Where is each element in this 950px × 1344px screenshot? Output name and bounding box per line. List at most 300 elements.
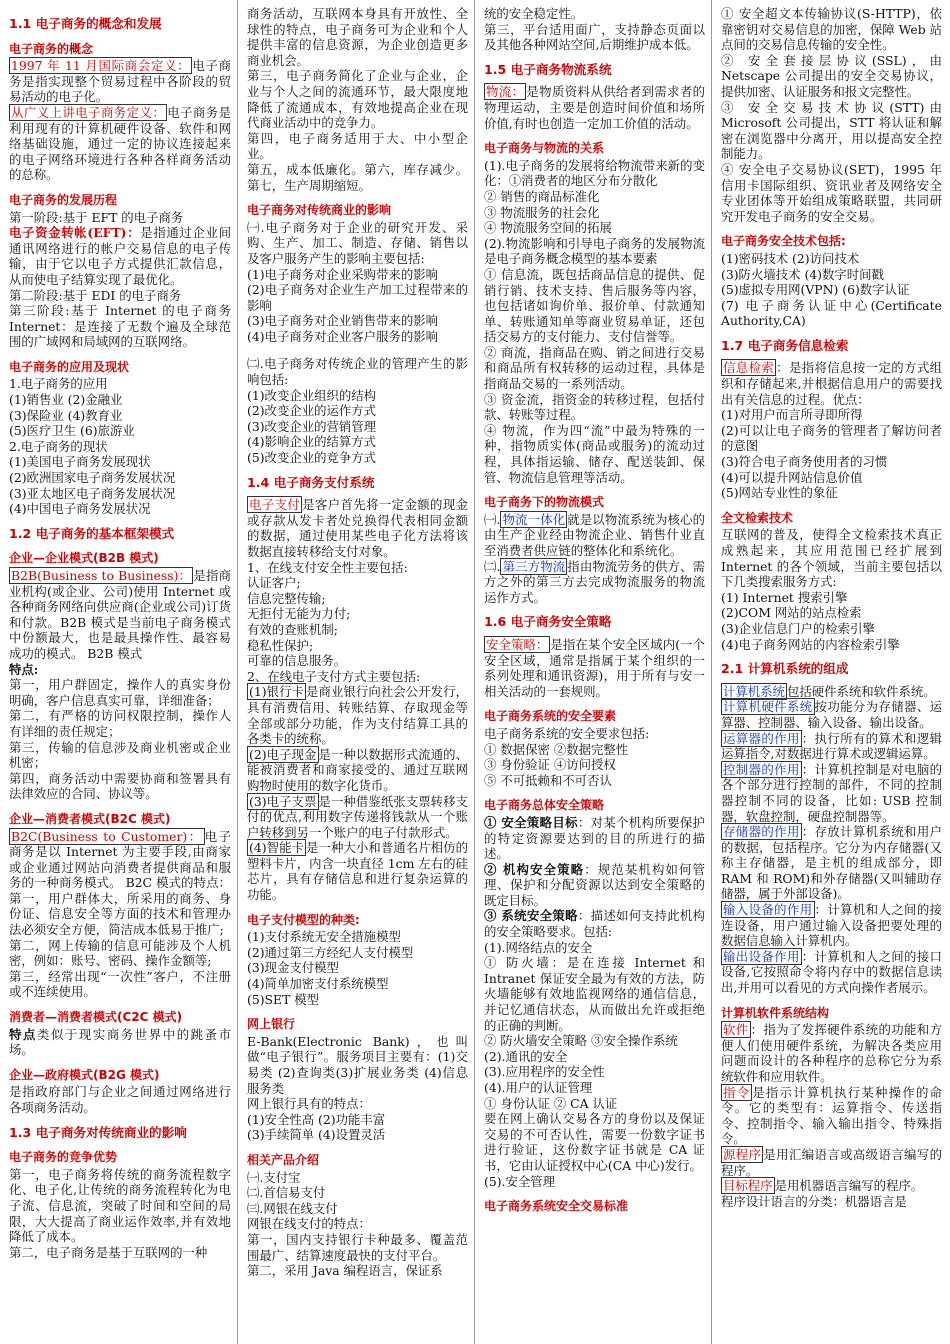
paragraph-text: 1.电子商务的应用: [9, 376, 108, 392]
subsection-heading: 电子商务的发展历程: [9, 192, 118, 207]
paragraph: [247, 653, 468, 669]
subsection-heading: 全文检索技术: [721, 510, 794, 525]
paragraph: [247, 560, 468, 576]
paragraph: [484, 6, 705, 22]
paragraph-text: 是指在某个安全区域内(一个安全区域，通常是指属于某个组织的一系列处理和通讯资源)，用于所有与安一相关活动的一套规则。: [484, 636, 705, 699]
paragraph: [721, 267, 942, 283]
paragraph-text: ：计算机和人之间的接连设备，用户通过输入设备把要处理的数据信息输入计算机内。: [721, 902, 943, 949]
paragraph: [721, 902, 942, 949]
paragraph: [721, 605, 942, 621]
paragraph: [247, 840, 468, 902]
paragraph: [721, 485, 942, 501]
paragraph: [721, 949, 942, 996]
paragraph-text: 第二，电子商务是基于互联网的一种: [9, 1244, 208, 1260]
paragraph: [484, 908, 705, 939]
term-highlight-blue: 输入设备的作用: [723, 902, 813, 918]
column-2: [237, 0, 474, 1344]
paragraph: [9, 225, 231, 287]
paragraph: [9, 423, 231, 439]
paragraph-text: ② 防火墙安全策略 ③安全操作系统: [484, 1033, 678, 1049]
bold-term: 特点: [9, 1026, 37, 1042]
paragraph: [484, 1064, 705, 1080]
paragraph: [247, 669, 468, 685]
paragraph: [247, 388, 468, 404]
paragraph-text: (2)通过第三方经纪人支付模型: [247, 944, 414, 960]
paragraph-text: (1)安全性高 (2)功能丰富: [247, 1111, 386, 1127]
paragraph-text: 第二阶段:基于 EDI 的电子商务: [9, 287, 182, 303]
paragraph: [247, 1201, 468, 1217]
paragraph-text: 第二，采用 Java 编程语言，保证系: [247, 1263, 443, 1279]
paragraph-text: 可靠的信息服务。: [247, 653, 347, 669]
paragraph: [721, 298, 942, 329]
paragraph-text: ：是指将信息按一定的方式组织和存储起来,并根据信息用户的需要找出有关信息的过程。优点：: [721, 360, 943, 407]
subsection-heading: 企业—政府模式(B2G 模式): [9, 1067, 160, 1082]
paragraph-text: 电子商务是以 Internet 为主要手段,由商家或企业通过网站向消费者提供商品和服务的一种商务模式。 B2C 模式的特点：第一，用户群体大，所采用的商务、身份证、信息安全等方面的技术和管理办法必须安全方便，简洁成本低易于推广;: [9, 828, 232, 938]
paragraph-text: ④ 物流服务空间的拓展: [484, 220, 612, 236]
paragraph: [721, 53, 942, 100]
term-highlight: B2C(Business to Customer)：: [11, 828, 203, 844]
paragraph-text: 电子商务是指实现整个贸易过程中各阶段的贸易活动的电子化。: [9, 58, 232, 105]
term-highlight: 安全策略：: [486, 636, 549, 652]
bold-term: ② 机构安全策略: [484, 861, 585, 877]
paragraph-text: (5)虚拟专用网(VPN) (6)数字认证: [721, 282, 910, 298]
paragraph-text: ㈠.支付宝: [247, 1169, 301, 1185]
paragraph: [721, 100, 942, 162]
paragraph: [247, 497, 468, 559]
paragraph: [247, 747, 468, 794]
paragraph-text: ⑤ 不可抵赖和不可否认: [484, 772, 612, 788]
paragraph: [484, 773, 705, 789]
paragraph-text: E-Bank(Electronic Bank)，也叫做“电子银行”。服务项目主要有：(1)交易类 (2)查询类(3)扩展业务类 (4)信息服务类: [247, 1033, 468, 1096]
term-highlight: 软件: [723, 1022, 749, 1038]
paragraph: [484, 1080, 705, 1096]
subsection-heading: 企业—企业模式(B2B 模式): [9, 551, 159, 566]
paragraph-text: (1)销售业 (2)金融业: [9, 392, 123, 408]
term-highlight: 源程序: [723, 1146, 762, 1162]
paragraph: [9, 408, 231, 424]
column-4: [711, 0, 948, 1344]
paragraph: [721, 1178, 942, 1194]
paragraph-text: 是客户首先将一定金额的现金或存款从发卡者处兑换得代表相同金额的数据，通过使用某些电子化方法将该数据直接转移给支付对象。: [247, 497, 469, 559]
paragraph-text: 第一，国内支持银行卡种最多、覆盖范围最广、结算速度最快的支付平台。: [247, 1231, 468, 1263]
bold-term: ③ 系统安全策略: [484, 908, 578, 924]
term-highlight-blue: 第三方物流: [502, 558, 566, 574]
paragraph: [247, 960, 468, 976]
term-box: (2)电子现金: [249, 746, 317, 762]
paragraph: [484, 1033, 705, 1049]
paragraph: [9, 105, 231, 183]
paragraph: [721, 470, 942, 486]
section-heading: 2.1 计算机系统的组成: [721, 661, 849, 677]
paragraph: [484, 267, 705, 345]
paragraph-text: (2)COM 网站的站点检索: [721, 605, 862, 621]
paragraph: [484, 84, 705, 131]
term-highlight-blue: 控制器的作用: [723, 761, 800, 777]
paragraph-text: ① 身份认证 ② CA 认证: [484, 1095, 618, 1111]
paragraph-text: (3)防火墙技术 (4)数字时间戳: [721, 266, 884, 282]
paragraph: [484, 1174, 705, 1190]
paragraph: [721, 1147, 942, 1178]
paragraph-text: 包括硬件系统和软件系统。: [786, 683, 936, 699]
paragraph: [9, 454, 231, 470]
paragraph-text: (3)符合电子商务使用者的习惯: [721, 454, 888, 470]
section-heading: 1.7 电子商务信息检索: [721, 337, 849, 353]
paragraph-text: ：存放计算机系统和用户的数据，包括程序。它分为内存储器(又称主存储器，是主机的组成部分，即 RAM 和 ROM)和外存储器(又叫辅助存储器，属于外部设备)。: [721, 824, 943, 902]
paragraph-text: 1、在线支付安全性主要包括:: [247, 559, 408, 575]
paragraph-text: 无拒付无能为力付;: [247, 606, 351, 622]
paragraph-text: 第二，网上传输的信息可能涉及个人机密，例如：账号、密码、操作金额等;: [9, 937, 231, 969]
paragraph: [247, 1096, 468, 1112]
paragraph-text: 信息完整传输;: [247, 590, 326, 606]
paragraph: [721, 251, 942, 267]
section-heading: 1.2 电子商务的基本框架模式: [9, 525, 175, 541]
paragraph-text: (1)美国电子商务发展现状: [9, 454, 151, 470]
paragraph: [9, 288, 231, 304]
paragraph-text: ：计算机和人之间的接口设备,它按照命令将内存中的数据信息读出,并用可以看见的方式向操作者展示。: [721, 948, 943, 996]
paragraph: [247, 68, 468, 130]
paragraph: [247, 1185, 468, 1201]
paragraph-text: ③ 安全交易技术协议(STT)由 Microsoft 公司提出，STT 将认证和解密在浏览器中分离开，用以提高安全控制能力。: [721, 99, 942, 162]
paragraph: [484, 1111, 705, 1173]
subsection-heading: 电子支付模型的种类:: [247, 912, 360, 927]
paragraph: [484, 22, 705, 53]
paragraph: [9, 303, 231, 350]
term-highlight-blue: 运算器的作用: [723, 730, 800, 746]
paragraph-text: ① 信息流，既包括商品信息的提供、促销行销、技术支持、售后服务等内容，也包括诸如询价单、报价单、付款通知单、转账通知单等商业贸易单证，还包括交易方的支付能力、支付信誉等。: [484, 266, 705, 345]
paragraph-text: 第三阶段:基于 Internet 的电子商务 Internet：是连接了无数个遍及全球范围的广域网和局域网的互联网络。: [9, 303, 231, 350]
paragraph-text: ② 安全套接层协议(SSL)，由 Netscape 公司提出的安全交易协议，提供加密、认证服务和报文完整性。: [721, 52, 942, 99]
subsection-heading: 电子商务系统的安全要素: [484, 709, 617, 724]
paragraph-text: 是指示计算机执行某种操作的命令。它的类型有：运算指令、传送指令、控制指令、输入输出指令、特殊指令。: [721, 1084, 942, 1147]
paragraph-text: (3)电子商务对企业销售带来的影响: [247, 313, 439, 329]
paragraph-text: (3)亚太地区电子商务发展状况: [9, 485, 176, 501]
subsection-heading: 计算机软件系统结构: [721, 1005, 830, 1020]
paragraph-text: 是一种以数据形式流通的、能被消费者和商家接受的、通过互联网购物时使用的数字化货币。: [247, 746, 469, 793]
paragraph: [247, 131, 468, 162]
paragraph: [247, 1232, 468, 1263]
paragraph-text: 就是以物流系统为核心的由生产企业经由物流企业、销售什业直至消费者供应链的整体化和系统化。: [484, 511, 706, 558]
term-highlight-blue: 存储器的作用: [723, 824, 800, 840]
paragraph: [247, 929, 468, 945]
paragraph-text: 是商业银行向社会公开发行，具有消费信用、转账结算、存取现金等全部或部分功能，作为支付结算工具的各类卡的统称。: [247, 684, 468, 747]
paragraph: [9, 1245, 231, 1261]
paragraph: [721, 162, 942, 224]
paragraph-text: 第一阶段:基于 EFT 的电子商务: [9, 209, 184, 225]
paragraph-text: (7) 电子商务认证中心(Certificate Authority,CA): [721, 297, 942, 329]
paragraph-text: (5)改变企业的竞争方式: [247, 450, 377, 466]
paragraph-text: (1)对用户而言所寻即所得: [721, 407, 863, 423]
paragraph: [484, 205, 705, 221]
paragraph: [721, 360, 942, 407]
term-highlight: 信息检索: [723, 360, 775, 376]
paragraph-text: (5)医疗卫生 (6)旅游业: [9, 423, 135, 439]
subsection-heading: 电子商务的概念: [9, 41, 94, 56]
paragraph-text: 是用汇编语言或高级语言编写的程序。: [721, 1146, 943, 1178]
paragraph: [721, 407, 942, 423]
paragraph-text: 程序设计语言的分类：机器语言是: [721, 1193, 907, 1209]
paragraph-text: 电子商务系统的安全要求包括:: [484, 725, 650, 741]
term-highlight: B2B(Business to Business)：: [11, 568, 192, 583]
paragraph: [484, 1049, 705, 1065]
subsection-heading: 电子商务与物流的关系: [484, 141, 605, 156]
paragraph-text: 是一种借鉴纸张支票转移支付的优点,利用数字传递将钱款从一个账户转移到另一个账户的电子付款形式。: [247, 793, 469, 840]
term-box: (3)电子支票: [249, 793, 317, 809]
paragraph: [247, 591, 468, 607]
paragraph: [721, 282, 942, 298]
paragraph-text: ① 防火墙：是在连接 Internet 和 Intranet 保证安全最为有效的方法，防火墙能够有效地监视网络的通信信息，并记忆通信状态，从而做出允许或拒绝的正确的判断。: [484, 955, 705, 1033]
paragraph: [9, 771, 231, 802]
paragraph: [484, 1096, 705, 1112]
paragraph-text: (4)电子商务网站的内容检索引擎: [721, 636, 900, 652]
term-highlight: 指令: [723, 1084, 751, 1100]
paragraph-text: (1).网络结点的安全: [484, 939, 593, 955]
paragraph-text: ① 数据保密 ②数据完整性: [484, 741, 629, 757]
paragraph-text: (3)手续简单 (4)设置灵活: [247, 1127, 386, 1143]
paragraph: [9, 210, 231, 226]
paragraph: [721, 684, 942, 700]
paragraph-text: 是物质资料从供给者到需求者的物理运动，主要是创造时间价值和场所价值,有时也创造一定加工价值的活动。: [484, 84, 706, 131]
paragraph: [721, 527, 942, 589]
term-box: (4)智能卡: [249, 840, 305, 856]
subsection-heading: 电子商务下的物流模式: [484, 495, 605, 510]
paragraph: [247, 1127, 468, 1143]
paragraph-text: (2)电子商务对企业生产加工过程带来的影响: [247, 282, 468, 313]
term-highlight: 电子支付: [249, 497, 301, 513]
paragraph: [9, 486, 231, 502]
section-heading: 1.1 电子商务的概念和发展: [9, 16, 162, 31]
paragraph-text: ③ 物流服务的社会化: [484, 204, 600, 220]
paragraph: [484, 220, 705, 236]
paragraph-text: 第二，有严格的访问权限控制，操作人有详细的责任规定；: [9, 708, 231, 739]
term-highlight: 1997 年 11 月国际商会定义：: [11, 58, 191, 74]
paragraph: [9, 1084, 231, 1115]
paragraph: [721, 621, 942, 637]
subsection-heading: 相关产品介绍: [247, 1152, 320, 1167]
paragraph: [247, 267, 468, 283]
paragraph: [247, 945, 468, 961]
term-red: 电子资金转帐(EFT)：: [9, 225, 141, 241]
paragraph-text: 要在网上确认交易各方的身份以及保证交易的不可否认性，需要一份数字证书进行验证，这份数字证书就是 CA 证书，它由认证授权中心(CA 中心)发行。: [484, 1111, 705, 1173]
paragraph-text: 是指政府部门与企业之间通过网络进行各项商务活动。: [9, 1084, 231, 1115]
paragraph-text: (1) Internet 搜索引擎: [721, 589, 848, 605]
paragraph: [9, 662, 231, 678]
paragraph-text: 第五，成本低廉化。第六，库存减少。第七，生产周期缩短。: [247, 161, 468, 193]
paragraph-text: 第一，用户群固定，操作人的真实身份明确，客户信息真实可靠，详细准备；: [9, 677, 231, 708]
subsection-heading: 电子商务安全技术包括:: [721, 234, 846, 249]
paragraph: [721, 1022, 942, 1084]
term-highlight-blue: 计算机硬件系统: [723, 699, 813, 715]
subsection-heading: 消费者—消费者模式(C2C 模式): [9, 1010, 183, 1025]
paragraph-text: (3)现金支付模型: [247, 960, 339, 976]
paragraph: [9, 938, 231, 969]
paragraph-text: (2)欧洲国家电子商务发展状况: [9, 470, 176, 486]
paragraph: [247, 622, 468, 638]
subsection-heading: 电子商务总体安全策略: [484, 798, 605, 813]
paragraph-text: 第三，平台适用面广，支持静态页面以及其他各种网站空间,后期维护成本低。: [484, 21, 705, 53]
paragraph: [247, 1034, 468, 1096]
paragraph: [721, 1194, 942, 1210]
paragraph-text: (3)改变企业的营销管理: [247, 418, 377, 434]
term-box: (1)银行卡: [249, 684, 305, 700]
paragraph-text: 第三，经常出现“一次性”客户，不注册或不连续使用。: [9, 968, 231, 1000]
subsection-heading: 企业—消费者模式(B2C 模式): [9, 811, 171, 826]
paragraph: [9, 568, 231, 662]
paragraph-text: (2)可以让电子商务的管理者了解访问者的意图: [721, 422, 942, 454]
paragraph: [721, 824, 942, 902]
list-marker: ㈡.: [484, 558, 501, 574]
paragraph: [9, 439, 231, 455]
paragraph-text: 2、在线电子支付方式主要包括:: [247, 668, 421, 684]
paragraph-text: (2).物流影响和引导电子商务的发展物流是电子商务概念模型的基本要素: [484, 235, 705, 267]
paragraph-text: ：指为了发挥硬件系统的功能和方便人们使用硬件系统，为解决各类应用问题而设计的各种程序的总称它分为系统软件和应用软件。: [721, 1022, 943, 1084]
paragraph-text: ② 销售的商品标准化: [484, 188, 600, 204]
paragraph-text: 商务活动，互联网本身具有开放性、全球性的特点，电子商务可为企业和个人提供丰富的信息资源，为企业创造更多商业机会。: [247, 6, 468, 68]
paragraph: [484, 236, 705, 267]
paragraph: [484, 862, 705, 909]
subsection-heading: 网上银行: [247, 1017, 296, 1032]
paragraph-text: (4)可以提升网站信息价值: [721, 469, 863, 485]
paragraph-text: (1)改变企业组织的结构: [247, 387, 377, 403]
paragraph-text: 稳私性保护;: [247, 637, 314, 653]
paragraph-text: 第三，传输的信息涉及商业机密或企业机密；: [9, 739, 231, 771]
paragraph: [721, 762, 942, 824]
subsection-heading: 电子商务的应用及现状: [9, 359, 130, 374]
paragraph: [247, 794, 468, 841]
paragraph-text: ：描述如何支持此机构的安全策略要求。包括:: [484, 908, 705, 940]
term-highlight: 从广义上讲电子商务定义：: [11, 104, 166, 120]
paragraph-text: ① 安全超文本传输协议(S-HTTP)，依靠密钥对交易信息的加密，保障 Web 站点间的交易信息传输的安全性。: [721, 6, 942, 53]
paragraph-text: 互联网的普及，使得全文检索技术真正成熟起来，其应用范围已经扩展到 Internet 的各个领域，当前主要包括以下几类搜索服务方式:: [721, 527, 942, 590]
paragraph: [484, 637, 705, 699]
term-highlight: 目标程序: [723, 1178, 773, 1194]
paragraph-text: ㈡.首信易支付: [247, 1185, 326, 1201]
paragraph: [484, 757, 705, 773]
paragraph: [9, 969, 231, 1000]
paragraph-text: 第四，商务活动中需要协商和签署具有法律效应的合同、协议等。: [9, 770, 231, 802]
paragraph: [9, 58, 231, 105]
paragraph: [484, 423, 705, 485]
paragraph-text: (3)保险业 (4)教育业: [9, 407, 123, 423]
paragraph: [484, 392, 705, 423]
paragraph: [247, 6, 468, 68]
paragraph-text: ：执行所有的算术和逻辑运算指令,对数据进行算术或逻辑运算。: [721, 730, 943, 762]
paragraph: [484, 559, 705, 606]
paragraph: [484, 189, 705, 205]
paragraph-text: ㈢.网银在线支付: [247, 1200, 338, 1216]
paragraph: [9, 470, 231, 486]
paragraph: [9, 1167, 231, 1245]
paragraph-text: ③ 身份验证 ④访问授权: [484, 757, 616, 773]
paragraph-text: (1)密码技术 (2)访问技术: [721, 250, 860, 266]
paragraph: [247, 992, 468, 1008]
paragraph: [484, 940, 705, 956]
paragraph: [247, 313, 468, 329]
term-highlight-blue: 计算机系统: [723, 683, 785, 699]
paragraph: [247, 1216, 468, 1232]
paragraph: [484, 742, 705, 758]
paragraph-text: 第四，电子商务适用于大、中小型企业。: [247, 130, 468, 162]
paragraph-text: ㈡.电子商务对传统企业的管理产生的影响包括:: [247, 356, 468, 388]
paragraph-text: (1)电子商务对企业采购带来的影响: [247, 266, 439, 282]
paragraph: [247, 1112, 468, 1128]
paragraph-text: (5).安全管理: [484, 1173, 556, 1189]
paragraph: [247, 1170, 468, 1186]
paragraph-text: (4)电子商务对企业客户服务的影响: [247, 328, 439, 344]
paragraph-text: (5)网站专业性的象征: [721, 485, 838, 501]
paragraph: [721, 6, 942, 53]
paragraph-text: (1)支付系统无安全措施模型: [247, 929, 401, 945]
paragraph: [484, 815, 705, 862]
column-1: [0, 0, 237, 1344]
paragraph: [9, 376, 231, 392]
list-marker: ㈠.: [484, 511, 501, 527]
paragraph-text: 是指通过企业间通讯网络进行的帐户交易信息的电子传输，由于它以电子方式提供汇款信息，从而使电子结算实现了最优化。: [9, 225, 232, 287]
paragraph-text: ：对某个机构所要保护的特定资源要达到的目的所进行的描述。: [484, 814, 705, 862]
paragraph-text: 是用机器语言编写的程序。: [774, 1178, 924, 1194]
subsection-heading: 电子商务的竞争优势: [9, 1150, 118, 1165]
paragraph: [247, 434, 468, 450]
paragraph: [247, 356, 468, 387]
paragraph: [721, 1085, 942, 1147]
paragraph-text: 有效的查账机制;: [247, 621, 338, 637]
paragraph-text: (3).应用程序的安全性: [484, 1064, 605, 1080]
paragraph: [721, 637, 942, 653]
paragraph: [247, 162, 468, 193]
paragraph-text: 按功能分为存储器、运算器、控制器、输入设备、输出设备。: [721, 699, 943, 730]
paragraph-text: (1).电子商务的发展将给物流带来新的变化：①消费者的地区分布分散化: [484, 157, 705, 189]
term-highlight: 物流：: [486, 84, 525, 100]
paragraph-text: ④ 安全电子交易协议(SET)，1995 年信用卡国际组织、资讯业者及网络安全专业团体等开始组成策略联盟，共同研究开发电子商务的安全交易。: [721, 161, 942, 224]
paragraph-text: 第一，电子商务将传统的商务流程数字化、电子化,让传统的商务流程转化为电子流、信息流，突破了时间和空间的局限，大大提高了商业运作效率,并有效地降低了成本。: [9, 1166, 231, 1245]
paragraph-text: ④ 物流，作为四“流”中最为特殊的一种，指物质实体(商品或服务)的流动过程，具体指运输、储存、配送装卸、保管、物流信息管理等活动。: [484, 422, 705, 485]
paragraph: [247, 220, 468, 267]
paragraph: [484, 345, 705, 392]
subsection-heading: 电子商务对传统商业的影响: [247, 203, 392, 218]
paragraph: [247, 606, 468, 622]
paragraph: [9, 708, 231, 739]
paragraph-text: 电子商务是利用现有的计算机硬件设备、软件和网络基础设施，通过一定的协议连接起来的电子网络环境进行各种各样商务活动的总称。: [9, 104, 232, 183]
paragraph: [247, 684, 468, 746]
bold-term: 特点:: [9, 661, 39, 677]
paragraph-text: (2)改变企业的运作方式: [247, 403, 377, 419]
paragraph: [721, 731, 942, 762]
paragraph: [721, 590, 942, 606]
paragraph: [247, 403, 468, 419]
paragraph: [484, 955, 705, 1033]
paragraph-text: (4)影响企业的结算方式: [247, 434, 377, 450]
paragraph-text: (4).用户的认证管理: [484, 1080, 593, 1095]
paragraph-text: ② 商流，指商品在购、销之间进行交易和商品所有权转移的运动过程，具体是指商品交易的一系列活动。: [484, 344, 705, 392]
paragraph-text: 是指商业机构(或企业、公司)使用 Internet 或各种商务网络向供应商(企业或公司)订货和付款。B2B 模式是当前电子商务模式中份额最大，也是最具操作性、最容易成功的模式。 B2B 模式: [9, 568, 232, 661]
paragraph-text: 网上银行具有的特点：: [247, 1096, 371, 1112]
paragraph: [484, 726, 705, 742]
paragraph-text: 类似于现实商务世界中的跳蚤市场。: [9, 1026, 232, 1058]
paragraph: [247, 419, 468, 435]
paragraph-text: (4)中国电子商务发展状况: [9, 501, 151, 517]
paragraph: [247, 282, 468, 313]
paragraph: [247, 638, 468, 654]
paragraph-text: ㈠.电子商务对于企业的研究开发、采购、生产、加工、制造、存储、销售以及客户服务产生的影响主要包括:: [247, 219, 468, 266]
paragraph: [721, 454, 942, 470]
paragraph: [721, 699, 942, 730]
bold-term: ① 安全策略目标: [484, 814, 578, 830]
term-highlight-blue: 输出设备作用: [723, 948, 800, 964]
paragraph: [484, 512, 705, 559]
paragraph: [9, 740, 231, 771]
column-3: [474, 0, 711, 1344]
paragraph: [247, 1263, 468, 1279]
paragraph-text: 统的安全稳定性。: [484, 6, 584, 21]
